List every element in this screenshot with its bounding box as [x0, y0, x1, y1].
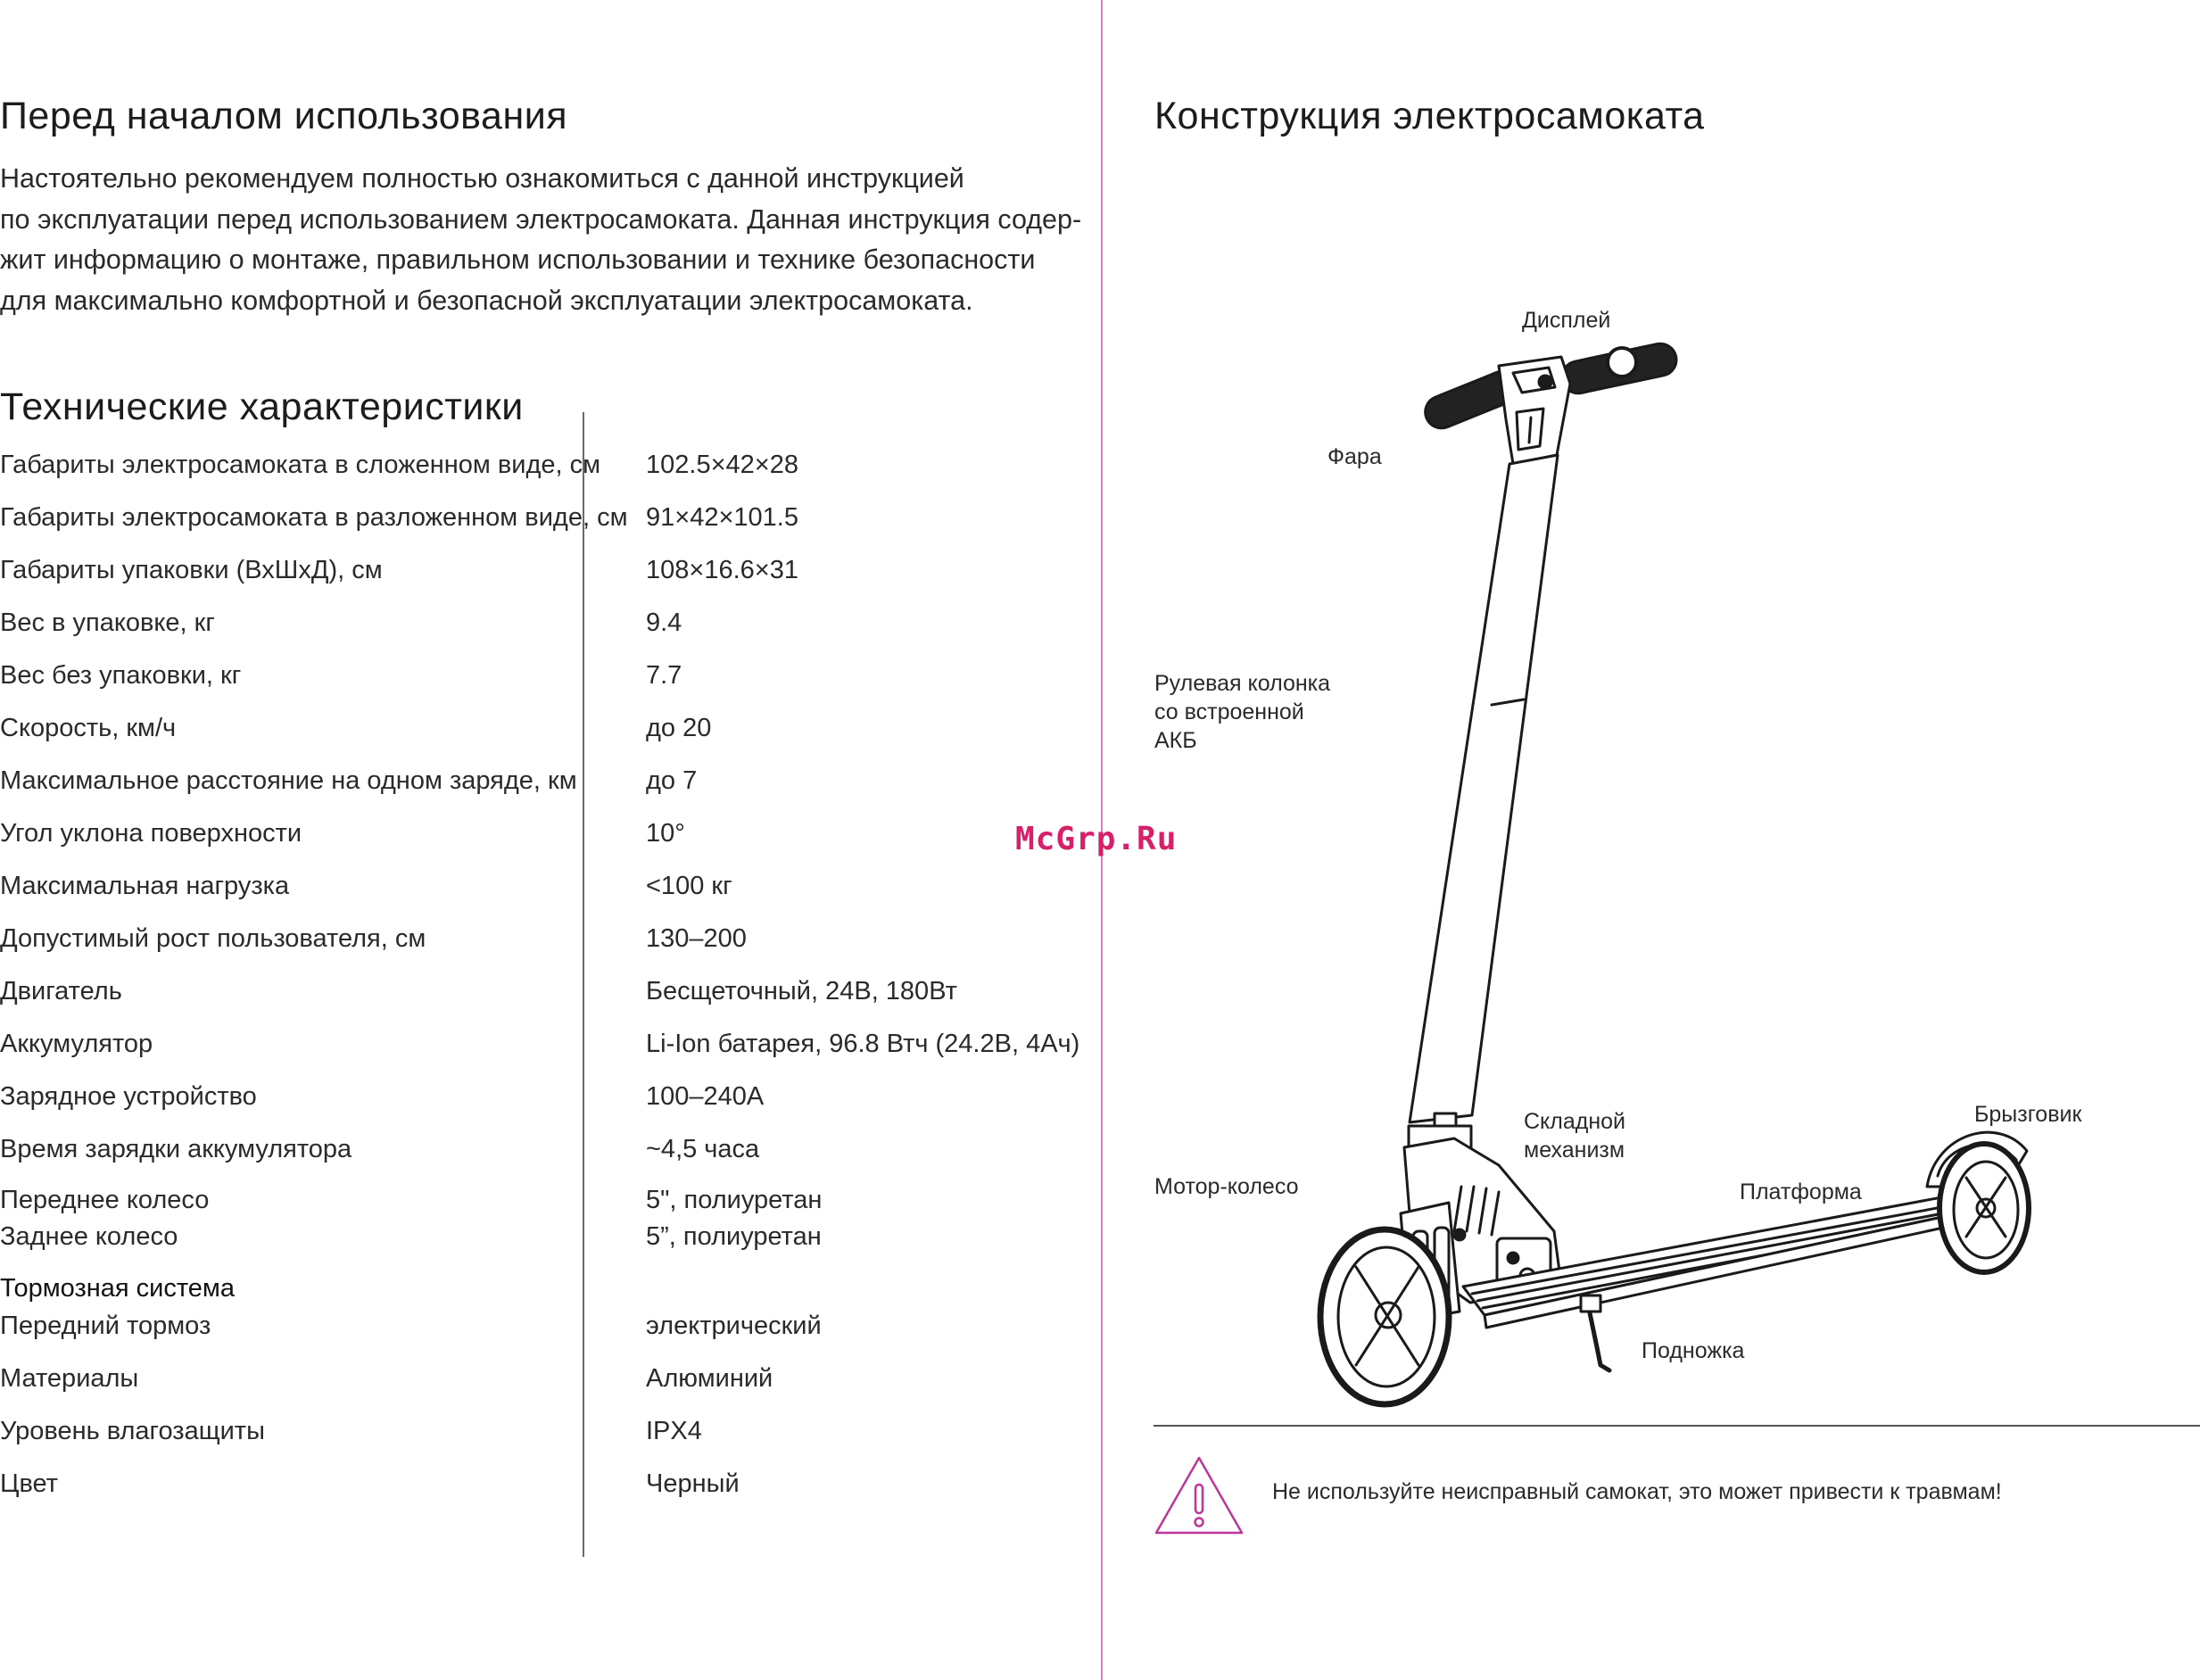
spec-label: Уровень влагозащиты: [0, 1417, 265, 1445]
callout-display: Дисплей: [1522, 308, 1611, 333]
spec-label: Допустимый рост пользователя, см: [0, 924, 426, 953]
spec-label: Угол уклона поверхности: [0, 819, 302, 848]
intro-line: жит информацию о монтаже, правильном использовании и технике безопасности: [0, 244, 1036, 275]
spec-value: 10°: [646, 819, 685, 848]
intro-title: Перед началом использования: [0, 95, 568, 137]
construction-title: Конструкция электросамоката: [1154, 95, 1705, 137]
specs-column-divider: [583, 412, 584, 1557]
spec-label: Двигатель: [0, 977, 122, 1006]
spec-value: 108×16.6×31: [646, 556, 798, 584]
callout-steering-line: Рулевая колонка: [1154, 671, 1331, 696]
spec-value: Li-Ion батарея, 96.8 Втч (24.2В, 4Ач): [646, 1030, 1080, 1058]
spec-label: Передний тормоз: [0, 1312, 211, 1340]
callout-folding-mechanism: [1524, 1107, 1625, 1164]
spec-label: Заднее колесо: [0, 1222, 178, 1251]
watermark: McGrp.Ru: [1015, 821, 1178, 857]
spec-value: 5", полиуретан: [646, 1186, 823, 1214]
spec-value: Черный: [646, 1469, 740, 1498]
spec-value: 91×42×101.5: [646, 503, 798, 532]
spec-value: Алюминий: [646, 1364, 773, 1393]
spec-section-heading: Тормозная система: [0, 1274, 235, 1303]
scooter-diagram: [1303, 330, 2105, 1419]
spec-label: Вес без упаковки, кг: [0, 661, 242, 690]
callout-kickstand: Подножка: [1642, 1338, 1745, 1363]
callout-motor-wheel: Мотор-колесо: [1154, 1174, 1299, 1199]
callout-steering-line: АКБ: [1154, 728, 1197, 753]
spec-value: 5”, полиуретан: [646, 1222, 822, 1251]
callout-platform: Платформа: [1740, 1179, 1862, 1204]
spec-value: <100 кг: [646, 872, 732, 900]
spec-label: Время зарядки аккумулятора: [0, 1135, 352, 1163]
spec-label: Аккумулятор: [0, 1030, 153, 1058]
warning-text: Не используйте неисправный самокат, это может привести к травмам!: [1272, 1479, 2002, 1504]
spec-label: Габариты электросамоката в разложенном виде, см: [0, 503, 628, 532]
specs-title: Технические характеристики: [0, 385, 524, 428]
spec-value: ~4,5 часа: [646, 1135, 760, 1163]
spec-value: 100–240А: [646, 1082, 765, 1111]
spec-label: Максимальное расстояние на одном заряде, км: [0, 766, 577, 795]
spec-label: Переднее колесо: [0, 1186, 210, 1214]
callout-headlight: Фара: [1327, 444, 1382, 469]
spec-value: электрический: [646, 1312, 822, 1340]
spec-label: Материалы: [0, 1364, 139, 1393]
spec-value: до 7: [646, 766, 698, 795]
spec-label: Скорость, км/ч: [0, 714, 177, 742]
intro-paragraph: [0, 159, 1082, 321]
spec-value: до 20: [646, 714, 712, 742]
intro-line: по эксплуатации перед использованием электросамоката. Данная инструкция содер-: [0, 203, 1082, 235]
warning-separator: [1154, 1425, 2200, 1427]
spec-value: IPX4: [646, 1417, 702, 1445]
right-grip: [1559, 341, 1680, 396]
callout-folding-line: Складной: [1524, 1109, 1626, 1134]
spec-label: Максимальная нагрузка: [0, 872, 290, 900]
warning-triangle-icon: [1153, 1454, 1245, 1536]
spec-label: Цвет: [0, 1469, 58, 1498]
spec-label: Вес в упаковке, кг: [0, 608, 215, 637]
spec-value: 7.7: [646, 661, 682, 690]
callout-mudguard: Брызговик: [1974, 1102, 2082, 1127]
callout-steering-line: со встроенной: [1154, 699, 1304, 724]
callout-steering-column: [1154, 669, 1330, 755]
spec-value: 130–200: [646, 924, 747, 953]
spec-label: Габариты упаковки (ВхШхД), см: [0, 556, 383, 584]
spec-value: 102.5×42×28: [646, 451, 798, 479]
intro-line: Настоятельно рекомендуем полностью ознакомиться с данной инструкцией: [0, 163, 964, 194]
spec-label: Габариты электросамоката в сложенном виде, см: [0, 451, 601, 479]
spec-label: Зарядное устройство: [0, 1082, 257, 1111]
intro-line: для максимально комфортной и безопасной эксплуатации электросамоката.: [0, 285, 973, 316]
spec-value: 9.4: [646, 608, 682, 637]
callout-folding-line: механизм: [1524, 1138, 1625, 1163]
spec-value: Бесщеточный, 24В, 180Вт: [646, 977, 957, 1006]
